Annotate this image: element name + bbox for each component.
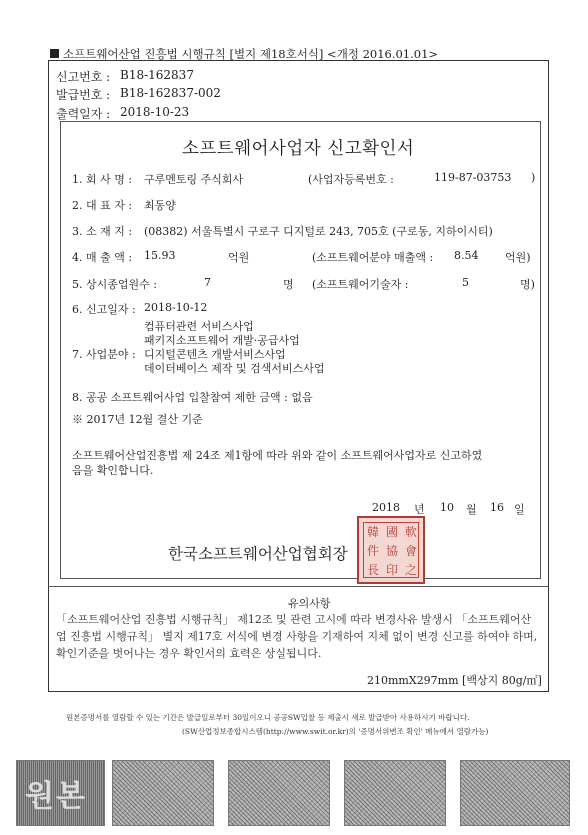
square-bullet-icon [50, 49, 59, 58]
statement-line: 소프트웨어산업진흥법 제 24조 제1항에 따라 위와 같이 소프트웨어사업자로 신고하였 [72, 449, 483, 462]
report-no-label: 신고번호 : [56, 70, 111, 84]
sales-unit: 억원 [228, 251, 250, 264]
sw-tech-unit: 명) [520, 278, 535, 291]
bid-limit: 8. 공공 소프트웨어사업 입찰참여 제한 금액 : 없음 [72, 391, 313, 404]
sales-value: 15.93 [144, 249, 176, 262]
seal-glyph: 會 [405, 544, 418, 558]
sw-tech-value: 5 [462, 276, 469, 289]
report-date-label: 6. 신고일자 : [72, 303, 136, 316]
security-pattern-icon [460, 760, 570, 826]
field-item: 디지털콘텐츠 개발서비스사업 [144, 348, 286, 361]
issuer-name: 한국소프트웨어산업협회장 [168, 545, 348, 563]
official-seal-icon [357, 516, 425, 584]
sw-sales-label: (소프트웨어분야 매출액 : [312, 251, 434, 264]
security-pattern-icon [228, 760, 330, 826]
footer-note: (SW산업정보종합시스템(http://www.swit.or.kr)의 '증명서위변조 확인' 메뉴에서 열람가능) [182, 727, 489, 736]
notice-divider [48, 586, 549, 587]
address: (08382) 서울특별시 구로구 디지털로 243, 705호 (구로동, 지하이시티) [144, 225, 493, 238]
issue-no: B18-162837-002 [120, 86, 221, 100]
address-label: 3. 소 재 지 : [72, 225, 133, 238]
date-month: 10 [440, 501, 454, 514]
field-item: 패키지소프트웨어 개발·공급사업 [144, 334, 300, 347]
field-item: 데이터베이스 제작 및 검색서비스사업 [144, 362, 325, 375]
ceo-name: 최동양 [144, 199, 176, 212]
statement-line: 음을 확인합니다. [72, 464, 154, 477]
bizno: 119-87-03753 [434, 171, 512, 184]
print-date-label: 출력일자 : [56, 107, 111, 121]
date-year-unit: 년 [414, 503, 425, 516]
company-name: 구루멘토링 주식회사 [144, 173, 244, 186]
issue-no-label: 발급번호 : [56, 88, 111, 102]
sw-tech-label: (소프트웨어기술자 : [312, 278, 409, 291]
bizno-label: (사업자등록번호 : [308, 173, 394, 186]
seal-glyph: 韓 [367, 525, 380, 539]
paper-size: 210mmX297mm [백상지 80g/㎡] [367, 674, 542, 687]
field-label: 7. 사업분야 : [72, 348, 136, 361]
report-no: B18-162837 [120, 68, 194, 82]
sw-sales-value: 8.54 [454, 249, 479, 262]
seal-glyph: 印 [386, 563, 399, 577]
notice-text: 「소프트웨어산업 진흥법 시행규칙」 제12조 및 관련 고시에 따라 변경사유 발생시 「소프트웨어산업 진흥법 시행규칙」 별지 제17호 서식에 변경 사항을 기재하여 지체 없이 변경 신고를 하여야 하며, 확인기준을 벗어나는 경우 확인서의 효력은 상실됩니다. [56, 613, 538, 660]
ceo-label: 2. 대 표 자 : [72, 199, 133, 212]
employees-value: 7 [204, 276, 211, 289]
date-year: 2018 [372, 501, 400, 514]
notice-title: 유의사항 [288, 597, 331, 610]
employees-unit: 명 [283, 278, 294, 291]
date-day: 16 [490, 501, 504, 514]
footer-note: 원본증명서를 열람할 수 있는 기간은 발급일로부터 30일이오니 공공SW입찰 등 제출시 새로 발급받아 사용하시기 바랍니다. [66, 713, 470, 722]
seal-glyph: 之 [405, 563, 418, 577]
company-label: 1. 회 사 명 : [72, 173, 133, 186]
date-month-unit: 월 [466, 503, 477, 516]
seal-glyph: 件 [367, 544, 380, 558]
sales-label: 4. 매 출 액 : [72, 251, 133, 264]
form-label-text: 소프트웨어산업 진흥법 시행규칙 [별지 제18호서식] <개정 2016.01.01> [63, 47, 439, 61]
security-pattern-icon [112, 760, 214, 826]
security-pattern-icon [344, 760, 446, 826]
seal-glyph: 軟 [405, 525, 418, 539]
employees-label: 5. 상시종업원수 : [72, 278, 157, 291]
field-item: 컴퓨터관련 서비스사업 [144, 320, 254, 333]
print-date: 2018-10-23 [120, 105, 190, 119]
sw-sales-unit: 억원) [505, 251, 531, 264]
origin-stamp-text: 원본 [25, 779, 87, 814]
seal-glyph: 長 [367, 563, 380, 577]
bizno-close: ) [531, 171, 536, 184]
document-title: 소프트웨어사업자 신고확인서 [182, 139, 415, 159]
origin-stamp-icon [16, 760, 105, 826]
seal-glyph: 協 [386, 544, 399, 558]
settlement-basis: ※ 2017년 12월 결산 기준 [72, 413, 203, 426]
date-day-unit: 일 [514, 503, 525, 516]
seal-glyph: 國 [386, 525, 399, 539]
report-date: 2018-10-12 [144, 301, 208, 314]
